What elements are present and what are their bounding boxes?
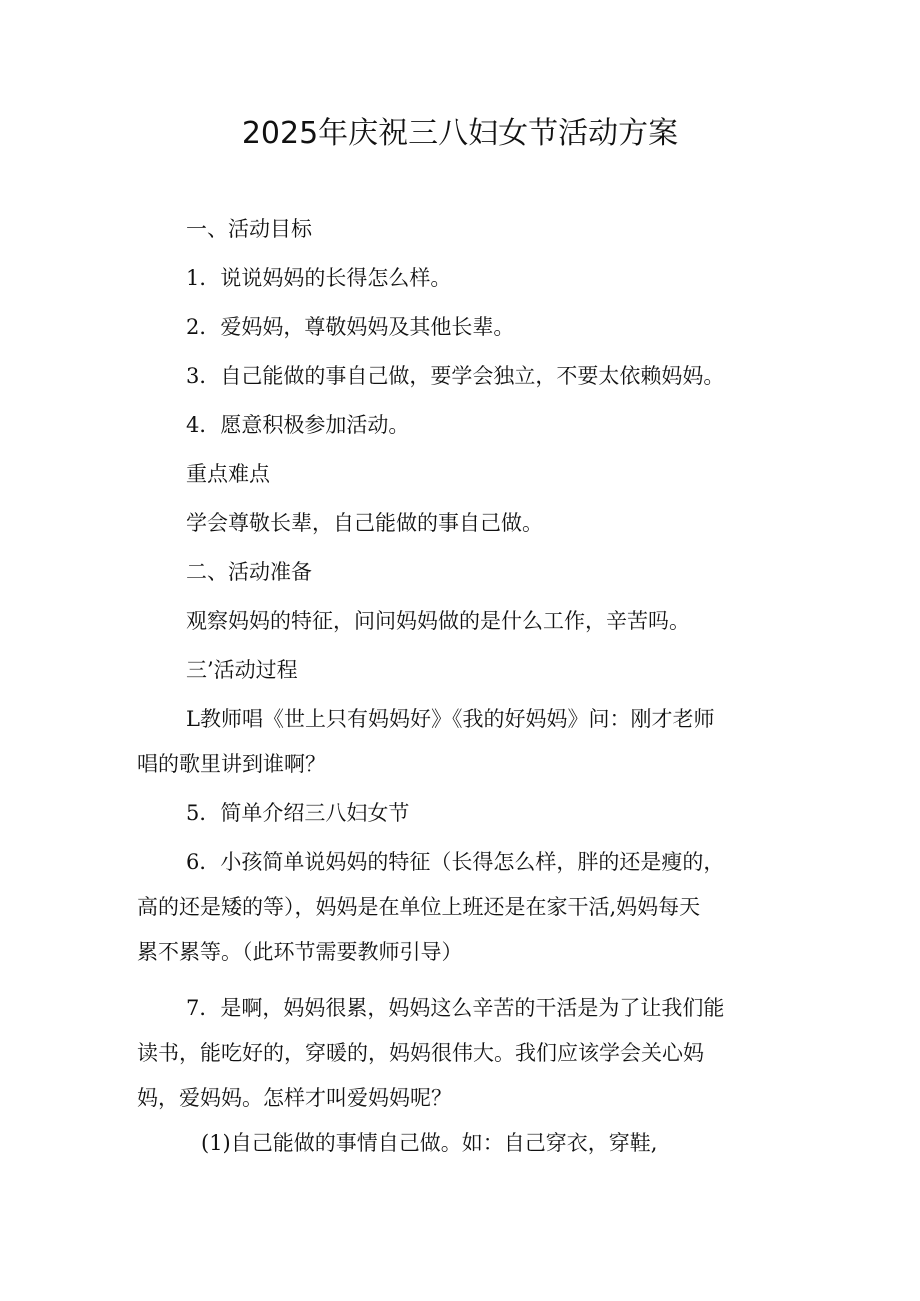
process-step-1-line-2: 唱的歌里讲到谁啊？ [137,752,326,776]
process-step-7-line-1: 7．是啊，妈妈很累，妈妈这么辛苦的干活是为了让我们能 [186,996,725,1020]
key-points-text: 学会尊敬长辈，自己能做的事自己做。 [186,511,543,535]
process-step-7-line-2: 读书，能吃好的，穿暖的，妈妈很伟大。我们应该学会关心妈 [137,1041,704,1065]
document-title: 2025年庆祝三八妇女节活动方案 [241,116,679,151]
section-heading-process: 三’活动过程 [186,658,298,682]
process-step-7-line-3: 妈，爱妈妈。怎样才叫爱妈妈呢？ [137,1086,452,1110]
goal-item-3: 3．自己能做的事自己做，要学会独立，不要太依赖妈妈。 [186,364,725,388]
process-step-6-line-1: 6．小孩简单说妈妈的特征（长得怎么样，胖的还是瘦的， [186,850,725,874]
preparation-text: 观察妈妈的特征，问问妈妈做的是什么工作，辛苦吗。 [186,609,690,633]
key-points-heading: 重点难点 [186,462,270,486]
section-heading-goals: 一、活动目标 [186,217,312,241]
process-step-6-line-2: 高的还是矮的等），妈妈是在单位上班还是在家干活,妈妈每天 [137,895,701,919]
goal-item-4: 4．愿意积极参加活动。 [186,413,410,437]
goal-item-2: 2．爱妈妈，尊敬妈妈及其他长辈。 [186,315,515,339]
process-step-6-line-3: 累不累等。（此环节需要教师引导） [137,940,463,964]
goal-item-1: 1．说说妈妈的长得怎么样。 [186,266,452,290]
process-step-1-line-1: L教师唱《世上只有妈妈好》《我的好妈妈》问：刚才老师 [186,707,715,731]
process-sub-item-1: (1)自己能做的事情自己做。如：自己穿衣，穿鞋, [201,1131,658,1155]
process-step-5: 5．简单介绍三八妇女节 [186,801,410,825]
section-heading-preparation: 二、活动准备 [186,560,312,584]
